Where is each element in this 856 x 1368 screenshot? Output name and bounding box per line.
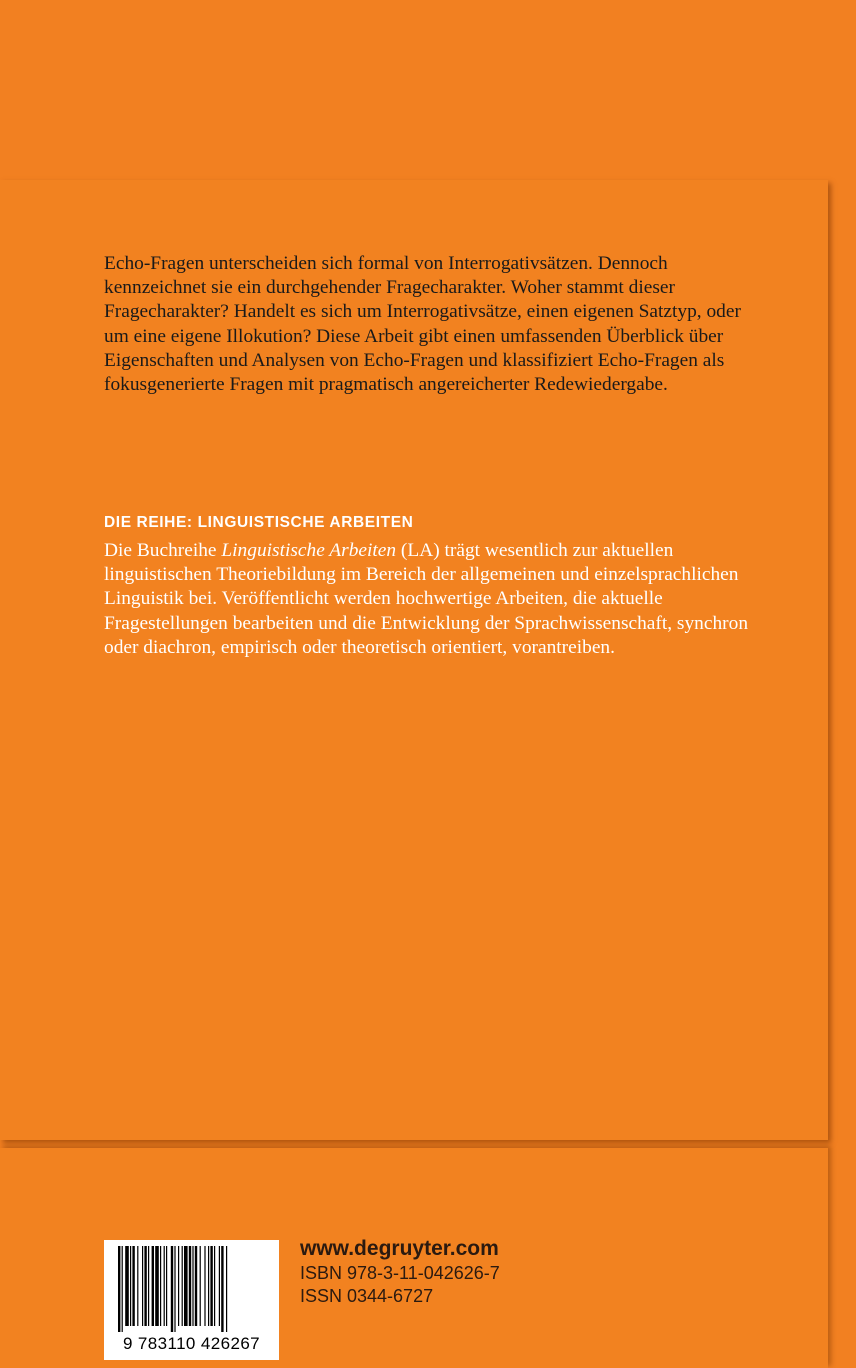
barcode-bar (130, 1246, 131, 1326)
barcode-bar (137, 1246, 138, 1326)
barcode-bar (142, 1246, 143, 1326)
barcode-bar (200, 1246, 201, 1326)
barcode-bar (148, 1246, 149, 1326)
barcode-bar (132, 1246, 134, 1326)
barcode-bar (152, 1246, 154, 1326)
series-text-before: Die Buchreihe (104, 540, 222, 561)
series-heading: DIE REIHE: LINGUISTISCHE ARBEITEN (104, 514, 414, 531)
series-text-after: (LA) trägt wesentlich zur aktuellen linguistischen Theoriebildung im Bereich der allgemeinen und einzelsprachlichen Linguistik bei. Veröffentlicht werden hochwertige Arbeiten, die aktuelle Fragestellungen bearbeiten und die Entwicklung der Sprachwissenschaft, synchron oder diachron, empirisch oder theoretisch orientiert, vorantreiben. (104, 540, 749, 658)
barcode-bar (204, 1246, 205, 1326)
isbn: ISBN 978-3-11-042626-7 (300, 1263, 500, 1283)
barcode-bar (210, 1246, 212, 1326)
barcode-bar (166, 1246, 167, 1326)
publisher-info (300, 1236, 500, 1308)
barcode-bar (144, 1246, 146, 1326)
barcode-digits: 9 783110 426267 (122, 1334, 261, 1353)
barcode-bar (171, 1246, 173, 1332)
barcode-bar (192, 1246, 193, 1326)
series-description (104, 539, 764, 660)
barcode-bar (184, 1246, 188, 1326)
series-title: Linguistische Arbeiten (221, 540, 397, 561)
publisher-url[interactable]: www.degruyter.com (300, 1237, 499, 1260)
barcode-bar (208, 1246, 209, 1326)
barcode-bar (125, 1246, 129, 1326)
barcode-bar (221, 1246, 223, 1332)
barcode (104, 1240, 279, 1360)
barcode-bar (160, 1246, 161, 1326)
book-blurb: Echo-Fragen unterscheiden sich formal von Interrogativsätzen. Dennoch kennzeichnet sie ein durchgehender Fragecharakter. Woher stammt dieser Fragecharakter? Handelt es sich um Interrogativsätze, einen eigenen Satztyp, oder um eine eigene Illokution? Diese Arbeit gibt einen umfassenden Überblick über Eigenschaften und Analysen von Echo-Fragen und klassifiziert Echo-Fragen als fokusgenerierte Fragen mit pragmatisch angereicherter Redewiedergabe. (104, 253, 741, 396)
barcode-bar (174, 1246, 175, 1332)
barcode-bar (214, 1246, 215, 1326)
barcode-bar (226, 1246, 227, 1332)
barcode-bar (155, 1246, 159, 1326)
barcode-bar (189, 1246, 191, 1326)
barcode-bar (182, 1246, 183, 1326)
barcode-bar (122, 1246, 123, 1332)
issn: ISSN 0344-6727 (300, 1286, 434, 1306)
barcode-bar (118, 1246, 120, 1332)
barcode-bar (164, 1246, 165, 1326)
barcode-bar (195, 1246, 197, 1326)
barcode-bar (178, 1246, 179, 1326)
barcode-bars-icon (104, 1240, 279, 1336)
barcode-bar (219, 1246, 220, 1326)
